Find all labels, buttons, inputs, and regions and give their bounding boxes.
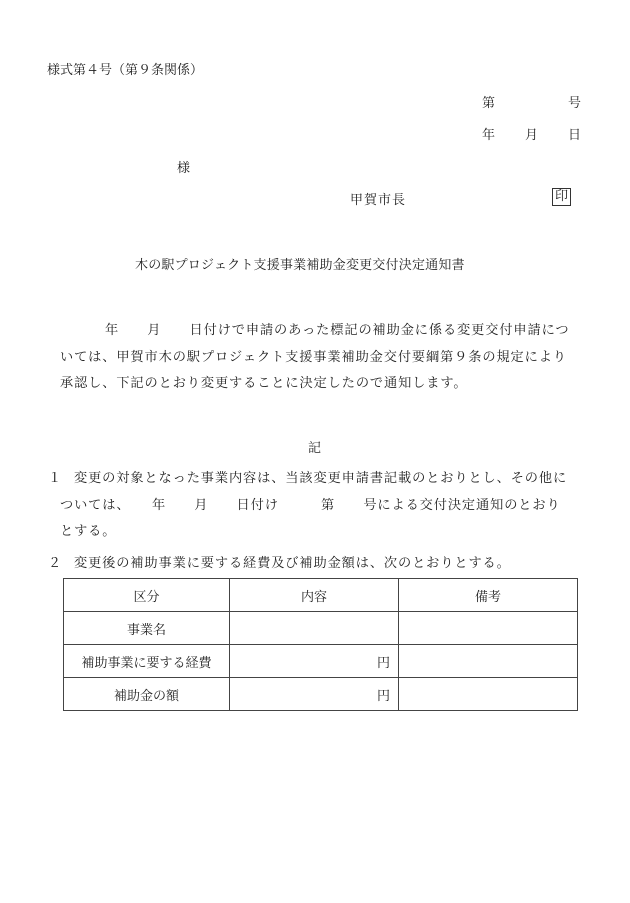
body-line: 承認し、下記のとおり変更することに決定したので通知します。 xyxy=(60,376,468,391)
row-label: 補助金の額 xyxy=(64,678,230,711)
item-first-line xyxy=(48,551,586,578)
expense-table xyxy=(63,578,578,711)
row-content xyxy=(230,612,399,645)
item-first-line xyxy=(48,466,586,493)
item-number: ２ xyxy=(48,556,63,571)
row-label: 補助事業に要する経費 xyxy=(64,645,230,678)
item-line: 変更の対象となった事業内容は、当該変更申請書記載のとおりとし、その他に xyxy=(74,471,568,486)
body-line: 年 月 日付けで申請のあった標記の補助金に係る変更交付申請につ xyxy=(105,323,570,338)
column-header-remarks: 備考 xyxy=(399,579,578,612)
item-line: ついては、 年 月 日付け 第 号による交付決定通知のとおり xyxy=(60,497,561,513)
column-header-content: 内容 xyxy=(230,579,399,612)
item-number: １ xyxy=(48,471,63,486)
table-row xyxy=(64,678,578,711)
column-header-category: 区分 xyxy=(64,579,230,612)
doc-number-prefix: 第 xyxy=(482,96,496,111)
form-label: 様式第４号（第９条関係） xyxy=(47,63,204,78)
item-line: とする。 xyxy=(60,524,117,539)
table-header-row xyxy=(64,579,578,612)
notice-body xyxy=(60,318,585,398)
row-note xyxy=(399,678,578,711)
issuer-name: 甲賀市長 xyxy=(350,193,407,208)
date-month: 月 xyxy=(525,128,539,143)
date-day: 日 xyxy=(568,128,582,143)
ki-heading: 記 xyxy=(308,441,322,456)
row-note xyxy=(399,612,578,645)
doc-number-suffix: 号 xyxy=(568,96,582,111)
row-content: 円 xyxy=(230,678,399,711)
date-year: 年 xyxy=(482,128,496,143)
body-line: いては、甲賀市木の駅プロジェクト支援事業補助金交付要綱第９条の規定により xyxy=(60,349,567,365)
item-line: 変更後の補助事業に要する経費及び補助金額は、次のとおりとする。 xyxy=(74,556,511,571)
row-content: 円 xyxy=(230,645,399,678)
addressee-suffix: 様 xyxy=(177,161,191,176)
row-label: 事業名 xyxy=(64,612,230,645)
document-title: 木の駅プロジェクト支援事業補助金変更交付決定通知書 xyxy=(135,258,465,273)
row-note xyxy=(399,645,578,678)
list-item xyxy=(48,551,586,578)
list-item xyxy=(48,466,586,546)
table-row xyxy=(64,645,578,678)
table-row xyxy=(64,612,578,645)
seal-mark: 印 xyxy=(552,188,571,206)
